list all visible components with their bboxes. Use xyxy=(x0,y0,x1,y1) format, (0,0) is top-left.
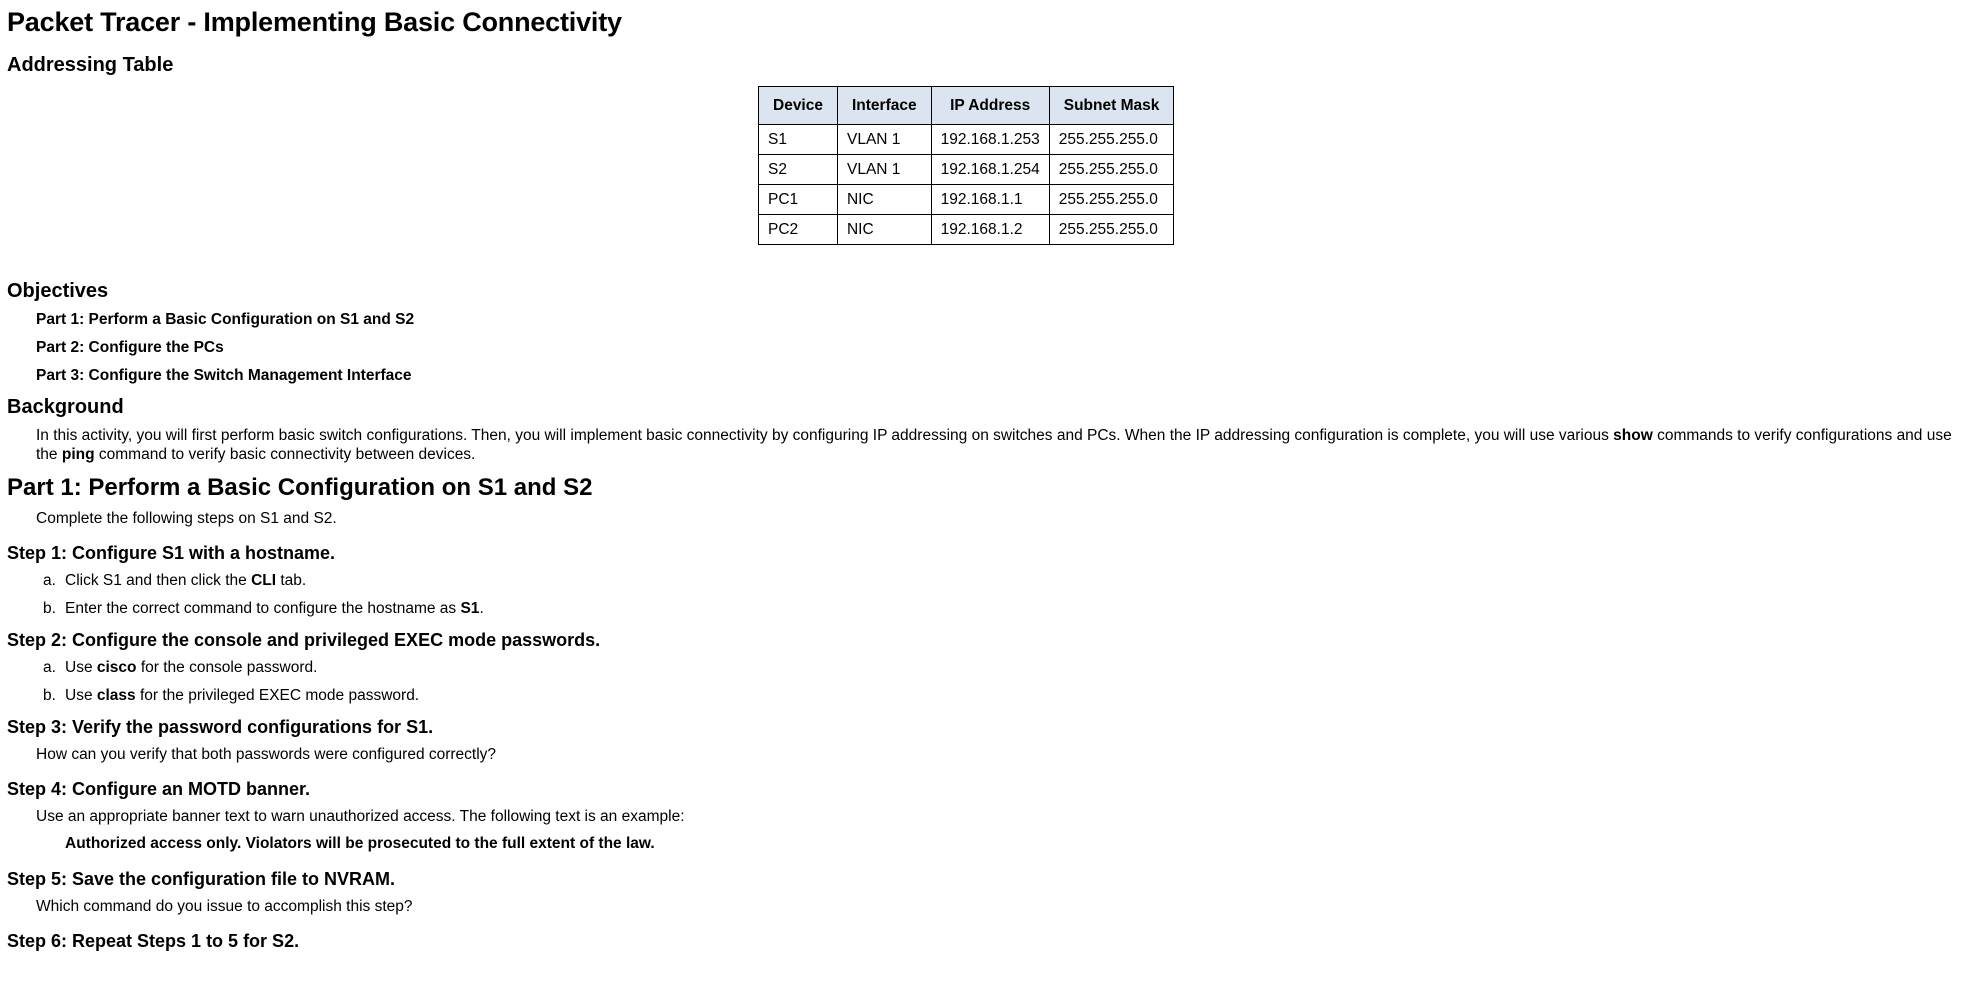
background-heading: Background xyxy=(7,396,124,418)
column-header-subnet-mask: Subnet Mask xyxy=(1049,87,1174,125)
banner-example: Authorized access only. Violators will be prosecuted to the full extent of the law. xyxy=(65,835,655,852)
objectives-heading: Objectives xyxy=(7,280,109,302)
step-text: Use xyxy=(65,687,97,704)
step4-heading: Step 4: Configure an MOTD banner. xyxy=(7,779,311,799)
table-cell: PC1 xyxy=(759,185,838,215)
step6-heading: Step 6: Repeat Steps 1 to 5 for S2. xyxy=(7,931,300,951)
column-header-ip-address: IP Address xyxy=(931,87,1049,125)
table-cell: 255.255.255.0 xyxy=(1049,125,1174,155)
table-row xyxy=(759,125,1174,155)
step4-text: Use an appropriate banner text to warn unauthorized access. The following text is an example: xyxy=(36,808,685,825)
table-cell: 192.168.1.1 xyxy=(931,185,1049,215)
page-title: Packet Tracer - Implementing Basic Connectivity xyxy=(7,7,622,37)
step1-heading: Step 1: Configure S1 with a hostname. xyxy=(7,543,336,563)
objective-item: Part 2: Configure the PCs xyxy=(36,339,224,356)
list-letter: a. xyxy=(43,659,56,676)
step1-item-b xyxy=(43,599,1963,619)
step-text: for the privileged EXEC mode password. xyxy=(135,687,420,704)
table-cell: NIC xyxy=(837,185,931,215)
table-cell: S1 xyxy=(759,125,838,155)
table-row xyxy=(759,185,1174,215)
table-cell: 192.168.1.253 xyxy=(931,125,1049,155)
table-cell: VLAN 1 xyxy=(837,155,931,185)
part1-intro: Complete the following steps on S1 and S2. xyxy=(36,510,337,527)
list-letter: a. xyxy=(43,572,56,589)
addressing-table-heading: Addressing Table xyxy=(7,54,174,76)
table-header-row xyxy=(759,87,1174,125)
part1-heading: Part 1: Perform a Basic Configuration on S1 and S2 xyxy=(7,474,593,501)
column-header-interface: Interface xyxy=(837,87,931,125)
cli-tab-name: CLI xyxy=(251,572,277,589)
table-cell: 192.168.1.2 xyxy=(931,215,1049,245)
show-command: show xyxy=(1613,427,1653,444)
objective-item: Part 3: Configure the Switch Management Interface xyxy=(36,367,412,384)
step-text: for the console password. xyxy=(136,659,318,676)
table-cell: 255.255.255.0 xyxy=(1049,215,1174,245)
table-cell: NIC xyxy=(837,215,931,245)
step2-heading: Step 2: Configure the console and privileged EXEC mode passwords. xyxy=(7,630,601,650)
step-text: Enter the correct command to configure the hostname as xyxy=(65,600,461,617)
table-row xyxy=(759,215,1174,245)
table-cell: PC2 xyxy=(759,215,838,245)
list-letter: b. xyxy=(43,600,56,617)
background-paragraph xyxy=(36,426,1963,464)
step5-question: Which command do you issue to accomplish this step? xyxy=(36,898,413,915)
step3-heading: Step 3: Verify the password configurations for S1. xyxy=(7,717,434,737)
step-text: . xyxy=(479,600,484,617)
enable-password-value: class xyxy=(96,687,136,704)
table-cell: S2 xyxy=(759,155,838,185)
background-text: In this activity, you will first perform basic switch configurations. Then, you will implement basic connectivity by configuring IP addressing on switches and PCs. When the IP addressing configuration is complete, you will use various xyxy=(36,427,1614,444)
step3-question: How can you verify that both passwords were configured correctly? xyxy=(36,746,497,763)
background-text: command to verify basic connectivity between devices. xyxy=(94,446,476,463)
objective-item: Part 1: Perform a Basic Configuration on S1 and S2 xyxy=(36,311,415,328)
table-row xyxy=(759,155,1174,185)
console-password-value: cisco xyxy=(96,659,137,676)
list-letter: b. xyxy=(43,687,56,704)
table-cell: 255.255.255.0 xyxy=(1049,185,1174,215)
step1-item-a xyxy=(43,571,1963,591)
table-cell: 192.168.1.254 xyxy=(931,155,1049,185)
step2-item-b xyxy=(43,686,1963,706)
hostname-value: S1 xyxy=(460,600,480,617)
table-cell: VLAN 1 xyxy=(837,125,931,155)
ping-command: ping xyxy=(61,446,95,463)
step-text: Click S1 and then click the xyxy=(65,572,252,589)
addressing-table xyxy=(758,86,1174,245)
step-text: tab. xyxy=(276,572,307,589)
step-text: Use xyxy=(65,659,97,676)
step2-item-a xyxy=(43,658,1963,678)
column-header-device: Device xyxy=(759,87,838,125)
background-text: commands to verify configurations and use the xyxy=(36,427,1952,463)
table-cell: 255.255.255.0 xyxy=(1049,155,1174,185)
step5-heading: Step 5: Save the configuration file to NVRAM. xyxy=(7,869,396,889)
